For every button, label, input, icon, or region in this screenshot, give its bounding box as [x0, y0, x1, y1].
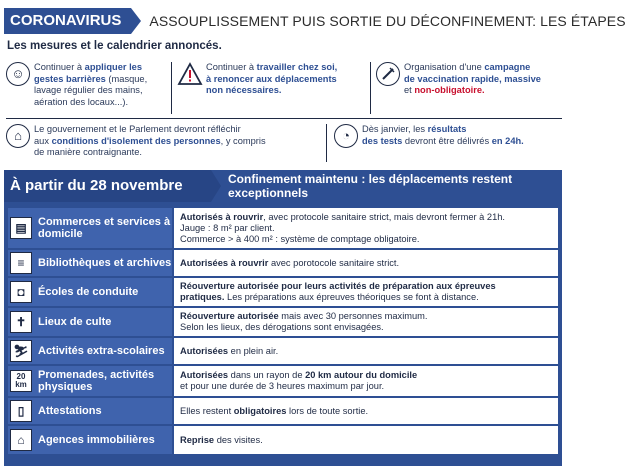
document-icon: ▯	[10, 400, 32, 422]
row-label: Agences immobilières	[38, 434, 155, 446]
skier-icon: ⛷	[10, 340, 32, 362]
mask-face-icon: ☺	[6, 62, 30, 86]
row-category	[8, 426, 172, 454]
row-value: Réouverture autorisée pour leurs activités de préparation aux épreuves pratiques. Les préparations aux épreuves théoriques se font à distance.	[174, 278, 558, 306]
measure-text: Dès janvier, les résultats des tests devront être délivrés en 24h.	[362, 124, 524, 146]
row-category	[8, 250, 172, 276]
row-category	[8, 308, 172, 336]
table-row	[4, 308, 562, 338]
table-row	[4, 278, 562, 308]
row-label: Bibliothèques et archives	[38, 257, 172, 269]
row-category	[8, 366, 172, 396]
measure-text: Organisation d'une campagne de vaccination rapide, massive et non-obligatoire.	[404, 62, 541, 95]
car-icon: ◘	[10, 281, 32, 303]
row-label: Attestations	[38, 405, 102, 417]
row-category	[8, 278, 172, 306]
row-value: Reprise des visites.	[174, 426, 558, 454]
row-label: Lieux de culte	[38, 316, 112, 328]
government-building-icon: ⌂	[6, 124, 30, 148]
syringe-icon	[376, 62, 400, 86]
measure-text: Continuer à appliquer les gestes barrières (masque, lavage régulier des mains, aération des locaux...).	[34, 62, 148, 107]
row-value: Autorisées à rouvrir avec porotocole sanitaire strict.	[174, 250, 558, 276]
table-row	[4, 426, 562, 456]
church-icon: ✝	[10, 311, 32, 333]
row-value: Autorisées dans un rayon de 20 km autour du domicile et pour une durée de 3 heures maximum par jour.	[174, 366, 558, 396]
table-row	[4, 338, 562, 366]
header-tag: CORONAVIRUS	[4, 8, 131, 34]
row-value: Autorisées en plein air.	[174, 338, 558, 364]
row-label: Écoles de conduite	[38, 286, 139, 298]
row-value: Réouverture autorisée mais avec 30 personnes maximum. Selon les lieux, des dérogations sont envisagées.	[174, 308, 558, 336]
row-value: Elles restent obligatoires lors de toute sortie.	[174, 398, 558, 424]
table-row	[4, 366, 562, 398]
test-swab-icon: ◔	[334, 124, 358, 148]
house-key-icon: ⌂	[10, 429, 32, 451]
measure-text: Continuer à travailler chez soi, à renoncer aux déplacements non nécessaires.	[206, 62, 338, 95]
header	[4, 8, 626, 34]
table-row	[4, 398, 562, 426]
row-label: Promenades, activités physiques	[38, 369, 155, 393]
distance-20km-icon: 20 km	[10, 370, 32, 392]
measure-text: Le gouvernement et le Parlement devront réfléchir aux conditions d'isolement des personnes, y compris de manière contraignante.	[34, 124, 266, 157]
row-category	[8, 398, 172, 424]
shop-icon: ▤	[10, 217, 32, 239]
divider	[6, 118, 562, 119]
table-row	[4, 208, 562, 250]
measures-panel	[4, 170, 562, 466]
warning-triangle-icon	[178, 62, 202, 86]
row-category	[8, 208, 172, 248]
books-icon: ≡	[10, 252, 32, 274]
date-label: À partir du 28 novembre	[4, 170, 211, 202]
divider	[326, 124, 327, 162]
subtitle: Les mesures et le calendrier annoncés.	[7, 40, 222, 52]
row-label: Commerces et services à domicile	[38, 216, 171, 240]
header-title: ASSOUPLISSEMENT PUIS SORTIE DU DÉCONFINEMENT: LES ÉTAPES	[149, 13, 626, 29]
divider	[171, 62, 172, 114]
row-value: Autorisés à rouvrir, avec protocole sanitaire strict, mais devront fermer à 21h. Jauge : 8 m² par client. Commerce > à 400 m² : système de comptage obligatoire.	[174, 208, 558, 248]
panel-headline: Confinement maintenu : les déplacements restent exceptionnels	[228, 172, 513, 200]
row-category	[8, 338, 172, 364]
divider	[370, 62, 371, 114]
row-label: Activités extra-scolaires	[38, 345, 165, 357]
table-row	[4, 250, 562, 278]
